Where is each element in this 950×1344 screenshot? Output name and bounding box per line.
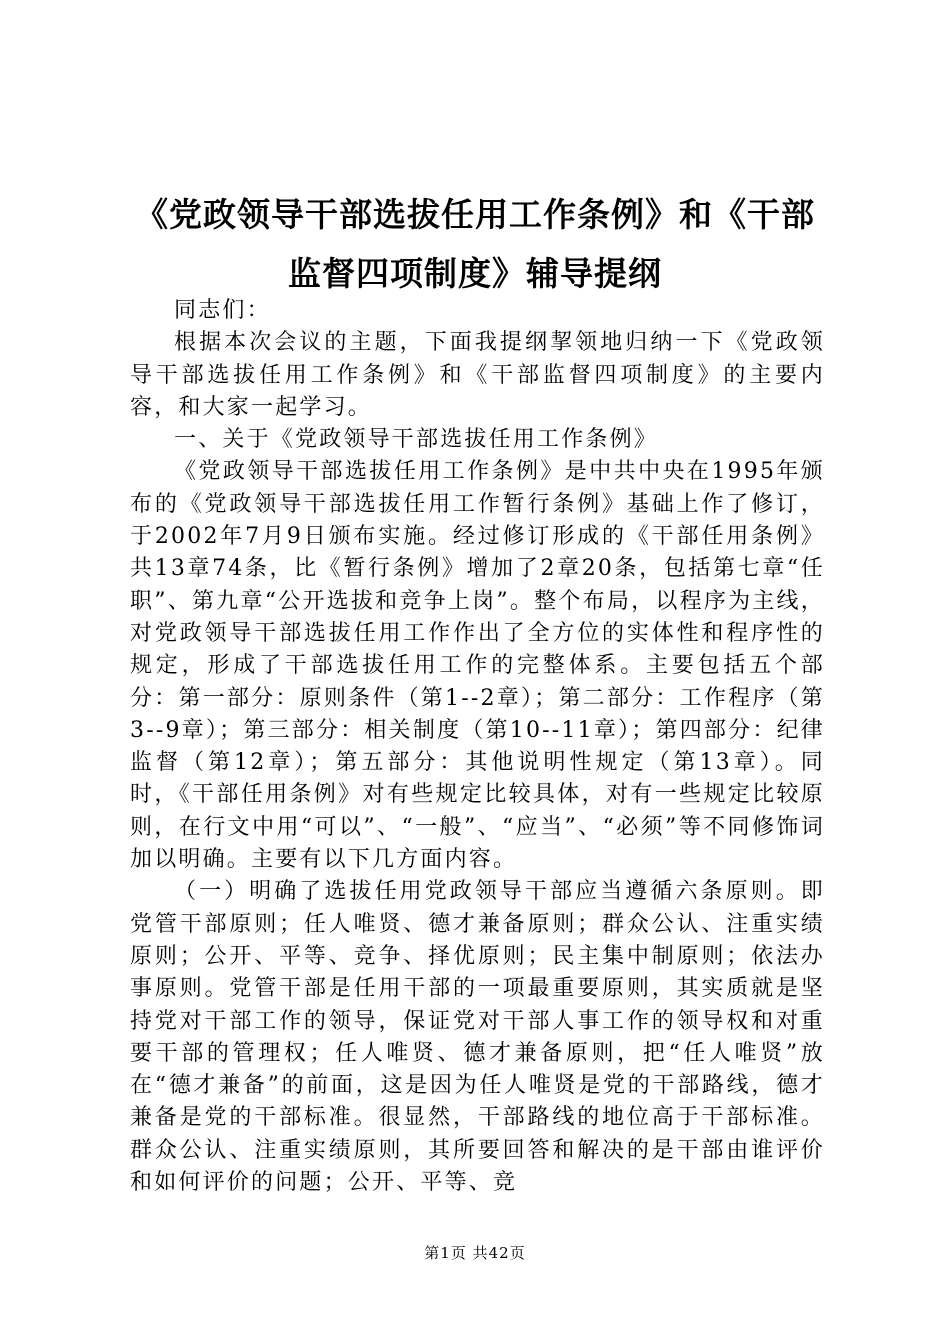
paragraph-regulation-overview: 《党政领导干部选拔任用工作条例》是中共中央在1995年颁布的《党政领导干部选拔任用工作暂行条例》基础上作了修订，于2002年7月9日颁布实施。经过修订形成的《干部任用条例》共13章74条，比《暂行条例》增加了2章20条，包括第七章“任职”、第九章“公开选拔和竞争上岗”。整个布局，以程序为主线，对党政领导干部选拔任用工作作出了全方位的实体性和程序性的规定，形成了干部选拔任用工作的完整体系。主要包括五个部分：第一部分：原则条件（第1--2章）；第二部分：工作程序（第3--9章）；第三部分：相关制度（第10--11章）；第四部分：纪律监督（第12章）；第五部分：其他说明性规定（第13章）。同时，《干部任用条例》对有些规定比较具体，对有一些规定比较原则，在行文中用“可以”、“一般”、“应当”、“必须”等不同修饰词加以明确。主要有以下几方面内容。 bbox=[130, 459, 825, 873]
page-footer: 第1页 共42页 bbox=[424, 1244, 526, 1262]
paragraph-intro: 根据本次会议的主题，下面我提纲挈领地归纳一下《党政领导干部选拔任用工作条例》和《干部监督四项制度》的主要内容，和大家一起学习。 bbox=[130, 330, 825, 420]
document-body bbox=[130, 295, 825, 1199]
title-line-2: 监督四项制度》辅导提纲 bbox=[288, 254, 662, 293]
document-title bbox=[100, 185, 850, 303]
paragraph-principles: （一）明确了选拔任用党政领导干部应当遵循六条原则。即党管干部原则；任人唯贤、德才兼备原则；群众公认、注重实绩原则；公开、平等、竞争、择优原则；民主集中制原则；依法办事原则。党管干部是任用干部的一项最重要原则，其实质就是坚持党对干部工作的领导，保证党对干部人事工作的领导权和对重要干部的管理权；任人唯贤、德才兼备原则，把“任人唯贤”放在“德才兼备”的前面，这是因为任人唯贤是党的干部路线，德才兼备是党的干部标准。很显然，干部路线的地位高于干部标准。群众公认、注重实绩原则，其所要回答和解决的是干部由谁评价和如何评价的问题；公开、平等、竞 bbox=[130, 879, 825, 1196]
section-heading: 一、关于《党政领导干部选拔任用工作条例》 bbox=[174, 427, 659, 453]
title-line-1: 《党政领导干部选拔任用工作条例》和《干部 bbox=[135, 195, 815, 234]
greeting: 同志们： bbox=[174, 298, 271, 323]
